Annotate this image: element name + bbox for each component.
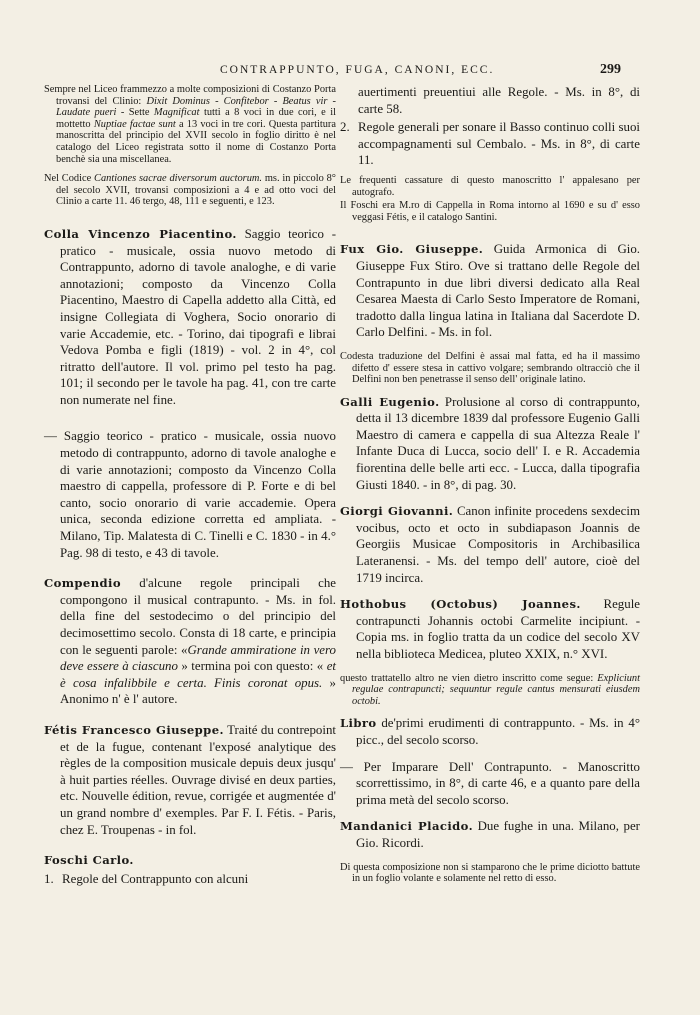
item-text: auertimenti preuentiui alle Regole. - Ms. in 8°, di carte 58. (358, 85, 640, 116)
note-fux (340, 351, 640, 386)
entry-text: Canon infinite procedens sexdecim vocibus, octo et octo in subdiapason Joannis de Georgiis Musicae Compositoris in Archibasilica Lateranensi. - Ms. del tempo dell' autore, cioè del 1719 incirca. (356, 504, 640, 585)
note-liceo-text-d: Magnificat (153, 107, 200, 119)
entry-author: Mandanici Placido. (340, 819, 474, 834)
entry-text: Saggio teorico - pratico - musicale, ossia nuovo metodo di Contrappunto, adorno di tavole analoghe, e di varie annotazioni; composto da Vincenzo Colla Piacentino, Maestro di Capella addetto alla Città, ed insigne Collegiata di Voghera, Socio onorario di varie Accademie, etc. - Torino, dai tipografi e librai Vedova Pomba e figli (1819) - vol. 2 in 4°, col ritratto dell'autore. Il vol. primo pel testo ha pag. 101; il secondo per le tavole ha pag. 41, con tre carte non numerate nel fine. (60, 226, 336, 407)
item-number: 2. (340, 120, 350, 135)
entry-text-a: d'alcune regole principali che compongono il musical contrapunto. - Ms. in fol. della fine del sestodecimo o del principio del decimosettimo secolo. Consta di 18 carte, e principia con le seguenti parole: « (60, 576, 336, 657)
entry-fux (340, 241, 640, 341)
entry-author: Foschi Carlo. (44, 853, 134, 868)
entry-dash: — (340, 759, 353, 774)
entry-fetis (44, 722, 336, 838)
entry-text: Regule contrapuncti Johannis octobi Carmelite incipiunt. - Copia ms. in foglio tratta da un codice del secolo XV nella biblioteca Medicea, pluteo XXIX, n.° XVI. (356, 597, 640, 661)
entry-libro (340, 715, 640, 748)
entry-text-c: » termina poi con questo: « (181, 659, 324, 674)
note-codice-text-c: ms. in piccolo 8° del secolo XVII, trovansi composizioni a 4 e ad otto voci del Clinio a carte 11. 46 tergo, 48, 111 e seguenti, e 123. (56, 173, 336, 208)
entry-text: Traité du contrepoint et de la fugue, contenant l'exposé analytique des règles de la composition musicale depuis deux jusqu' à huit parties réelles. Ouvrage divisé en deux parties, etc. Nouvelle édition, revue, corrigée et augmentée d' un grand nombre d' exemples. Par F. I. Fétis. - Paris, chez E. Troupenas - in fol. (60, 722, 336, 837)
entry-text: Per Imparare Dell' Contrapunto. - Manoscritto scorrettissimo, in 8°, di carte 46, e a quanto pare della prima metà del secolo scorso. (356, 759, 640, 807)
entry-text: Saggio teorico - pratico - musicale, ossia nuovo metodo di contrappunto, adorno di tavole analoghe e di varie annotazioni; composto da Vincenzo Colla maestro di cappella, professore di P. Forte e di bel canto, socio onorario di varie accademie. Opera unica, seconda edizione corretta ed ampliata. - Milano, Tip. Malatesta di C. Tinelli e C. 1830 - in 4.° Pag. 98 di testo, e 43 di tavole. (60, 429, 336, 560)
note-text: Le frequenti cassature di questo manoscritto l' appalesano per autografo. (340, 174, 640, 198)
entry-quote-incipit: Grande ammiratione in vero deve essere à ciascuno (60, 642, 337, 674)
page-header (0, 64, 700, 84)
entry-author: Libro (340, 716, 377, 731)
entry-text: de'primi erudimenti di contrappunto. - Ms. in 4° picc., del secolo scorso. (356, 716, 640, 747)
entry-text: Due fughe in una. Milano, per Gio. Ricordi. (356, 819, 640, 850)
page-number: 299 (600, 62, 621, 77)
note-liceo-text-f: Nuptiae factae sunt (93, 118, 176, 130)
note-codice-text-a: Nel Codice (44, 173, 92, 185)
entry-author: Compendio (44, 576, 121, 591)
note-text: Codesta traduzione del Delfini è assai mal fatta, ed ha il massimo difetto d' essere stesa in cattivo volgare; sembrando oltracciò che il Delfini non ben penetrasse il senso dell' originale latino. (340, 350, 640, 386)
entry-hothobus (340, 596, 640, 662)
entry-author: Fétis Francesco Giuseppe. (44, 722, 224, 737)
entry-foschi-item-2 (340, 119, 640, 169)
note-mandanici (340, 862, 640, 885)
entry-author: Hothobus (Octobus) Joannes. (340, 597, 581, 612)
entry-galli (340, 394, 640, 494)
running-head: CONTRAPPUNTO, FUGA, CANONI, ECC. (220, 64, 495, 76)
entry-giorgi (340, 503, 640, 586)
item-text: Regole generali per sonare il Basso continuo colli suoi accompagnamenti sul Cembalo. - Ms. in 8°, di carte 11. (358, 120, 640, 168)
entry-dash: — (44, 429, 57, 444)
note-text-b: Expliciunt regulae contrapuncti; sequuntur regule cantus mensurati eiusdem octobi. (352, 672, 640, 707)
note-codice (44, 173, 336, 208)
entry-mandanici (340, 818, 640, 851)
note-foschi-2 (340, 200, 640, 223)
item-number: 1. (44, 871, 54, 886)
right-column (340, 84, 640, 893)
note-liceo-text-c: - Sette (120, 107, 150, 119)
note-liceo-text-g: a 13 voci in tre cori. Questa partitura manoscritta del principio del XVII secolo in foglio diritto è nel catalogo del Liceo registrata sotto il nome di Costanzo Porta benchè sia una miscellanea. (56, 118, 336, 165)
entry-compendio (44, 575, 336, 708)
note-liceo (44, 84, 336, 165)
entry-colla-1 (44, 226, 336, 409)
note-liceo-text-a: Sempre nel Liceo frammezzo a molte composizioni di Costanzo Porta trovansi del Clinio: (44, 84, 336, 107)
note-text-a: questo trattatello altro ne vien dietro inscritto come segue: (340, 672, 594, 684)
entry-quote-explicit: et è cosa infalibbile e certa. Finis coronat opus. (60, 659, 336, 690)
entry-foschi-item-1 (44, 871, 336, 888)
entry-foschi-item-1-cont (340, 84, 640, 117)
note-codice-text-b: Cantiones sacrae diversorum auctorum. (94, 173, 263, 185)
entry-per-imparare (340, 759, 640, 809)
entry-author: Colla Vincenzo Piacentino. (44, 226, 237, 241)
left-column (44, 84, 336, 889)
entry-author: Fux Gio. Giuseppe. (340, 242, 484, 257)
entry-colla-2 (44, 428, 336, 561)
note-foschi-1 (340, 175, 640, 198)
note-hothobus (340, 673, 640, 708)
note-text: Di questa composizione non si stamparono che le prime diciotto battute in un foglio volante e solamente nel retto di esso. (340, 861, 640, 885)
entry-text: Guida Armonica di Gio. Giuseppe Fux Stiro. Ove si trattano delle Regole del Contrapunto in due libri diversi dedicato alla Real Cesarea Maesta di Carlo Sesto Imperatore de Romani, tradotto dalla lingua latina in Italiana dal Sacerdote D. Carlo Delfini. - Ms. in fol. (356, 242, 641, 340)
item-text: Regole del Contrappunto con alcuni (62, 871, 249, 886)
entry-foschi (44, 852, 336, 869)
entry-text: Prolusione al corso di contrappunto, detta il 13 dicembre 1839 dal professore Eugenio Galli Maestro di camera e cappella di sua Altezza Reale l' Infante Duca di Lucca, socio dell' I. e R. Accademia fiorentina delle belle arti ecc. - Lucca, dalla tipografia Giusti 1840. - in 8°, di pag. 30. (356, 394, 640, 492)
note-liceo-text-b: Dixit Dominus - Confitebor - Beatus vir - Laudate pueri (56, 95, 337, 119)
entry-author: Galli Eugenio. (340, 394, 440, 409)
entry-author: Giorgi Giovanni. (340, 504, 454, 519)
entry-text-e: » Anonimo n' è l' autore. (60, 675, 336, 707)
note-liceo-text-e: tutti a 8 voci in due cori, e il mottetto (56, 107, 336, 130)
note-text: Il Foschi era M.ro di Cappella in Roma intorno al 1690 e su d' esso veggasi Fétis, e il catalogo Santini. (340, 200, 640, 223)
